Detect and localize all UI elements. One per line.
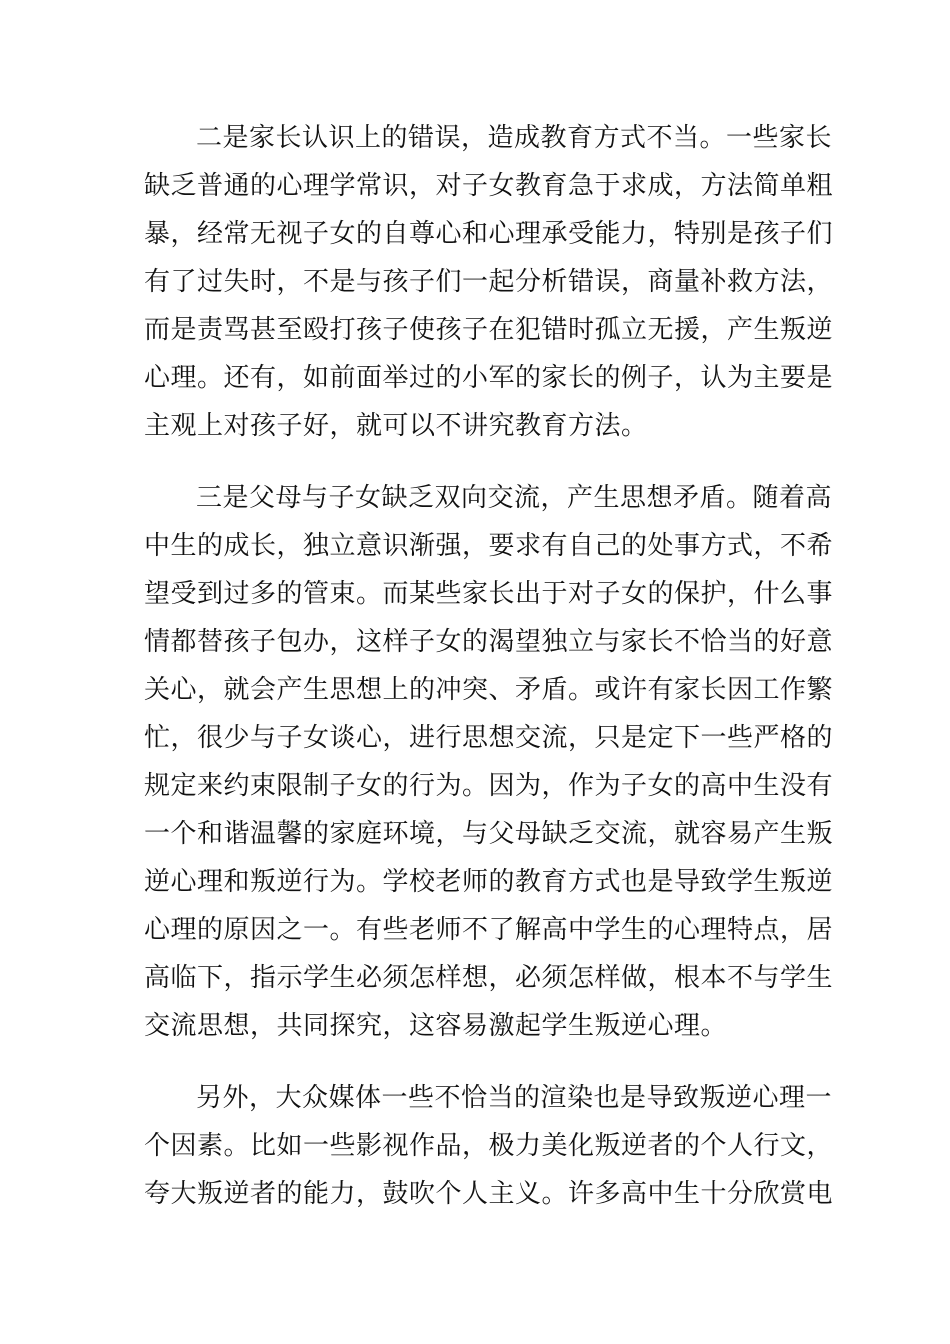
text-line: 规定来约束限制子女的行为。因为，作为子女的高中生没有: [144, 771, 834, 801]
text-line: 一个和谐温馨的家庭环境，与父母缺乏交流，就容易产生叛: [144, 819, 834, 849]
paragraph-3: [144, 1074, 834, 1218]
text-line: 心理的原因之一。有些老师不了解高中学生的心理特点，居: [144, 915, 834, 945]
text-line: 而是责骂甚至殴打孩子使孩子在犯错时孤立无援，产生叛逆: [144, 315, 834, 345]
text-line: 暴，经常无视子女的自尊心和心理承受能力，特别是孩子们: [144, 219, 834, 249]
text-line: 关心，就会产生思想上的冲突、矛盾。或许有家长因工作繁: [144, 675, 834, 705]
document-body: [144, 114, 834, 1218]
text-line: 另外，大众媒体一些不恰当的渲染也是导致叛逆心理一: [196, 1083, 833, 1113]
paragraph-spacer: [144, 450, 808, 474]
paragraph-spacer: [144, 1050, 808, 1074]
text-line: 高临下，指示学生必须怎样想，必须怎样做，根本不与学生: [144, 963, 834, 993]
text-line: 三是父母与子女缺乏双向交流，产生思想矛盾。随着高: [196, 483, 833, 513]
text-line: 二是家长认识上的错误，造成教育方式不当。一些家长: [196, 123, 833, 153]
text-line: 逆心理和叛逆行为。学校老师的教育方式也是导致学生叛逆: [144, 867, 834, 897]
paragraph-2: [144, 474, 834, 1050]
text-line: 交流思想，共同探究，这容易激起学生叛逆心理。: [144, 1011, 728, 1041]
paragraph-1: [144, 114, 834, 450]
text-line: 主观上对孩子好，就可以不讲究教育方法。: [144, 411, 648, 441]
text-line: 有了过失时，不是与孩子们一起分析错误，商量补救方法，: [144, 267, 834, 297]
text-line: 中生的成长，独立意识渐强，要求有自己的处事方式，不希: [144, 531, 834, 561]
text-line: 忙，很少与子女谈心，进行思想交流，只是定下一些严格的: [144, 723, 834, 753]
text-line: 缺乏普通的心理学常识，对子女教育急于求成，方法简单粗: [144, 171, 834, 201]
text-line: 情都替孩子包办，这样子女的渴望独立与家长不恰当的好意: [144, 627, 834, 657]
text-line: 个因素。比如一些影视作品，极力美化叛逆者的个人行文，: [144, 1131, 834, 1161]
text-line: 望受到过多的管束。而某些家长出于对子女的保护，什么事: [144, 579, 834, 609]
text-line: 心理。还有，如前面举过的小军的家长的例子，认为主要是: [144, 363, 834, 393]
text-line: 夸大叛逆者的能力，鼓吹个人主义。许多高中生十分欣赏电: [144, 1179, 834, 1209]
